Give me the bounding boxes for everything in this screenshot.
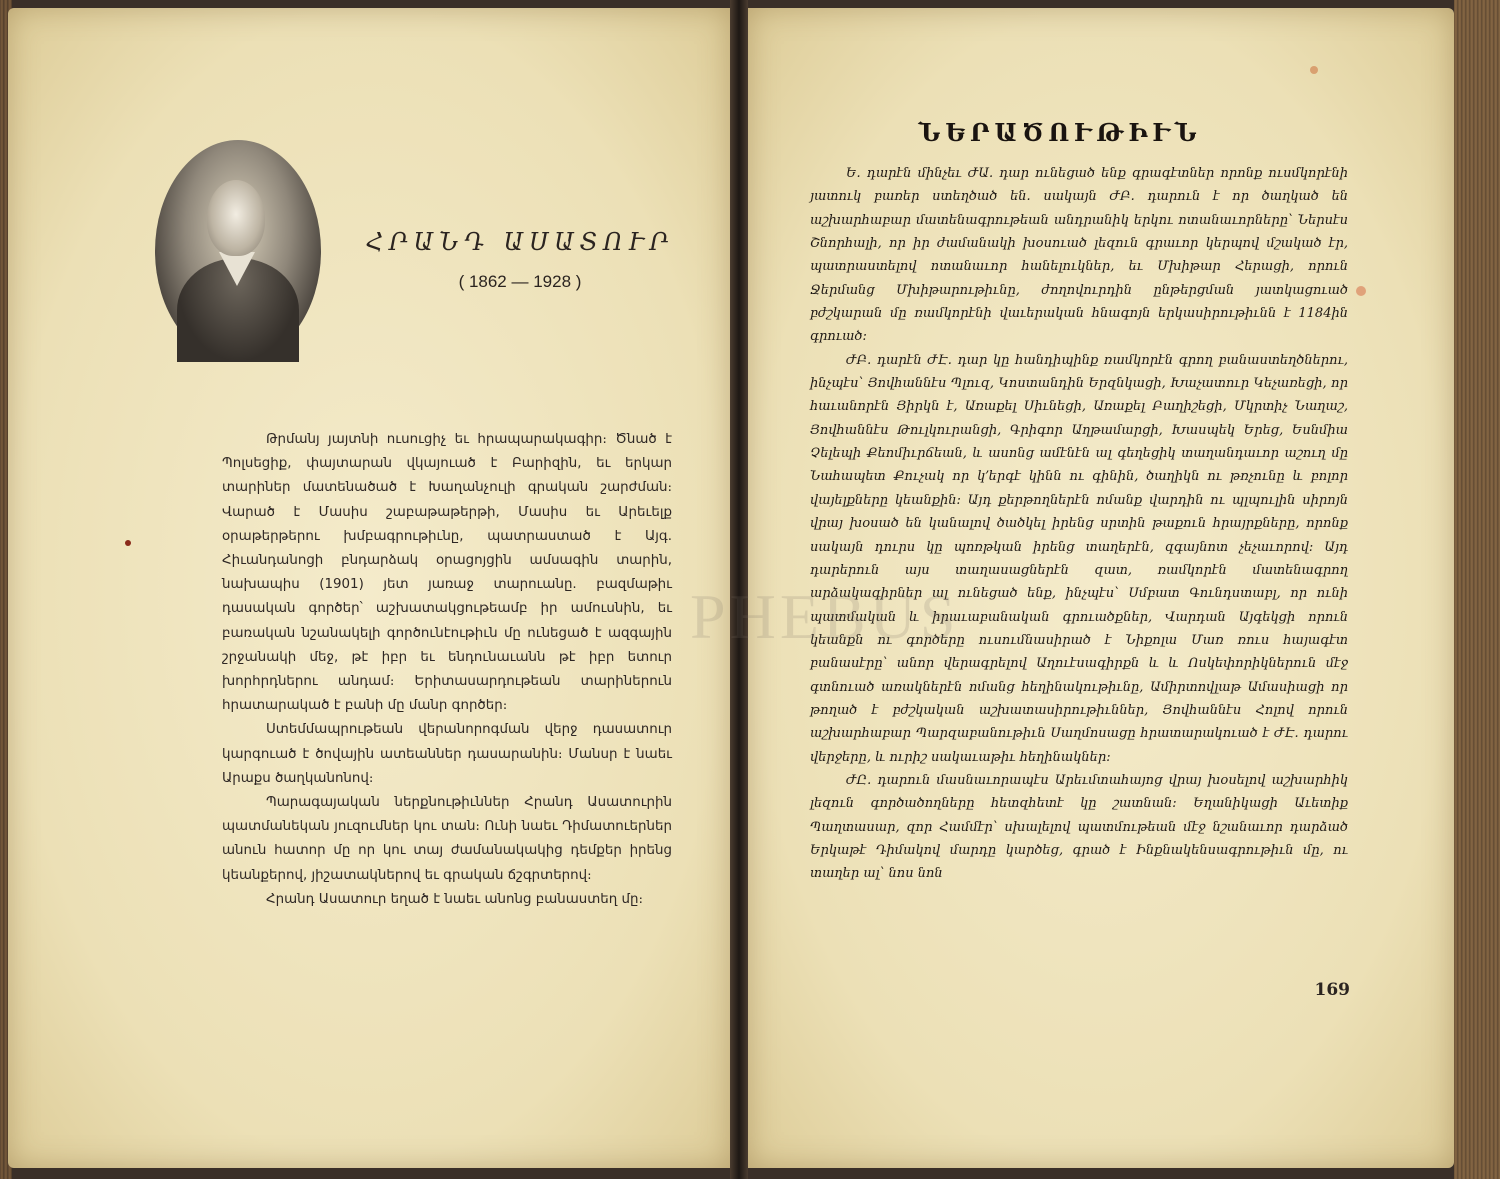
bio-paragraph: Հրանդ Ասատուր եղած է նաեւ անոնց բանաստեղ մը։ — [266, 891, 644, 907]
bio-paragraph: Պարագայական ներքնութիւններ Հրանդ Ասատուրին պատմանեկան յուզումներ կու տան։ Ունի նաեւ Դիմատուերներ անուն հատոր մը որ կու տայ ժամանակակից դեմքեր իրենց կեանքերով, յիշատակներով եւ գրական ճշգրտերով։ — [222, 795, 672, 883]
page-number: 169 — [1314, 980, 1350, 1000]
chapter-heading: ՆԵՐԱԾՈՒԹԻՒՆ — [918, 118, 1202, 147]
page-edges — [1454, 0, 1500, 1179]
author-portrait — [155, 140, 321, 362]
bio-paragraph: Թրմանյ յայտնի ուսուցիչ եւ հրապարակագիր։ Ծնած է Պոլսեցիք, փայտարան վկայուած է Բարիզին, եւ երկար տարիներ մատենածած է Խաղանչուլի գրական շարժման։ Վարած է Մասիս շաբաթաթերթի, Մասիս եւ Արեւելք օրաթերթերու խմբագրութիւնը, պատրաստած է Այգ. Հիւանդանոցի բնդարձակ օրացոյցին ամսագին տարին, նախապիս (1901) յետ յառաջ տարուանը. բազմաթիւ դասական գործեր՝ աշխատակցութեամբ իր ամուսնին, եւ բառական նշանակելի գործունէութիւն մը ունեցած է ազգային շրջանակի մեջ, թէ իբր եւ ենդունաւանն թէ իբր ետուր խորհրդներու անդամ։ Երիտասարդութեան տարիներուն հրատարակած է բանի մը մանր գործեր։ — [222, 432, 672, 714]
author-name: ՀՐԱՆԴ ԱՍԱՏՈՒՐ — [365, 228, 675, 256]
intro-paragraph: Ե. դարէն մինչեւ ԺԱ. դար ունեցած ենք գրագէտներ որոնք ուսմկորէնի յատուկ բառեր ստեղծած են. սակայն ԺԲ. դարուն է որ ծաղկած են աշխարհաբար մատենագրութեան անդրանիկ երկու ոտանաւորները՝ Ներսէս Շնորհալի, որ իր ժամանակի խօսուած լեզուն գրաւոր կերպով մշակած էր, պատրաստելով ոտանաւոր հանելուկներ, եւ Մխիթար Հերացի, որուն Ջերմանց Մխիթարութիւնը, ժողովուրդին ընթերցման յատկացուած բժշկարան մը ռամկորէնի վաւերական հնագոյն երկասիրութիւնն է 1184ին գրուած։ — [810, 166, 1348, 345]
intro-paragraph: ԺԲ. դարէն ԺԷ. դար կը հանդիպինք ռամկորէն գրող բանաստեղծներու, ինչպէս՝ Յովհաննէս Պլուզ, Կոստանդին Երզնկացի, Խաչատուր Կեչառեցի, որ հաւանորէն Յիրկն է, Առաքել Սիւնեցի, Առաքել Բաղիշեցի, Մկրտիչ Նաղաշ, Յովհաննէս Թուլկուրանցի, Գրիգոր Աղթամարցի, Խասպեկ Երեց, Եսնմիա Չելեպի Քեոմիւրճեան, և ասոնց ամէնէն ալ գեղեցիկ տաղանդաւոր աշուղ մը Նահապետ Քուչակ որ կ՚երգէ կինն ու գինին, ծաղիկն ու թռչունը և բոլոր վայելքները կեանքին։ Այդ քերթողներէն ոմանք վարդին ու պլպուլին սիրոյն վրայ խօսած են կանալով ծածկել իրենց սրտին թաքուն հրայրքները, որոնք սակայն դուրս կը պոռթկան իրենց տաղերէն, զգայնոտ չեչաւորով։ Այդ դարերուն այս տաղասացներէն զատ, ռամկորէն մատենագրող արձակագիրներ ալ ունեցած ենք, ինչպէս՝ Սմբատ Գունդստաբլ, որ ունի պատմական և իրաւաբանական գրուածքներ, Վարդան Այգեկցի որուն կեանքն ու գործերը ուսումնասիրած է Նիքոլա Մառ ռուս հայագէտ բանասէրը՝ անոր վերագրելով Աղուէսագիրքն և և Ոսկեփորիկներուն մէջ գտնուած առակներէն ոմանց հեղինակութիւնը, Ամիրտովլաթ Ամասիացի որ թողած է բժշկական աշխատասիրութիւններ, Յովհաննէս Հոլով որուն աշխարհաբար Պարզաբանութիւն Սաղմոսացը հրատարակուած է ԺԷ. դարու վերջերը, և ուրիշ սակաւաթիւ հեղինակներ։ — [810, 352, 1348, 765]
bio-paragraph: Ստեմմապրութեան վերանորոգման վերջ դասատուր կարգուած է ծովային ատեաններ դասարանին։ Մանսր է նաեւ Արաքս ծաղկանոնով։ — [222, 722, 672, 786]
red-spot — [1356, 286, 1366, 296]
red-spot — [1310, 66, 1318, 74]
watermark: PHEBUS — [690, 581, 960, 652]
introduction-text — [810, 162, 1348, 886]
intro-paragraph: ԺԸ. դարուն մասնաւորապէս Արեւմտահայոց վրայ խօսելով աշխարհիկ լեզուն գործածողները հետզհետէ կը շատնան։ Եղանիկացի Աւետիք Պաղտասար, զոր Համմէր՝ սխալելով պատմութեան մէջ նշանաւոր դարձած Երկաթէ Դիմակով մարդը կարծեց, գրած է Ինքնակենսագրութիւն մը, ու տաղեր ալ՝ նոս նոն — [810, 772, 1348, 882]
ink-spot — [125, 540, 131, 546]
author-biography — [222, 428, 672, 912]
portrait-face — [207, 180, 265, 256]
author-years: ( 1862 — 1928 ) — [458, 272, 582, 291]
